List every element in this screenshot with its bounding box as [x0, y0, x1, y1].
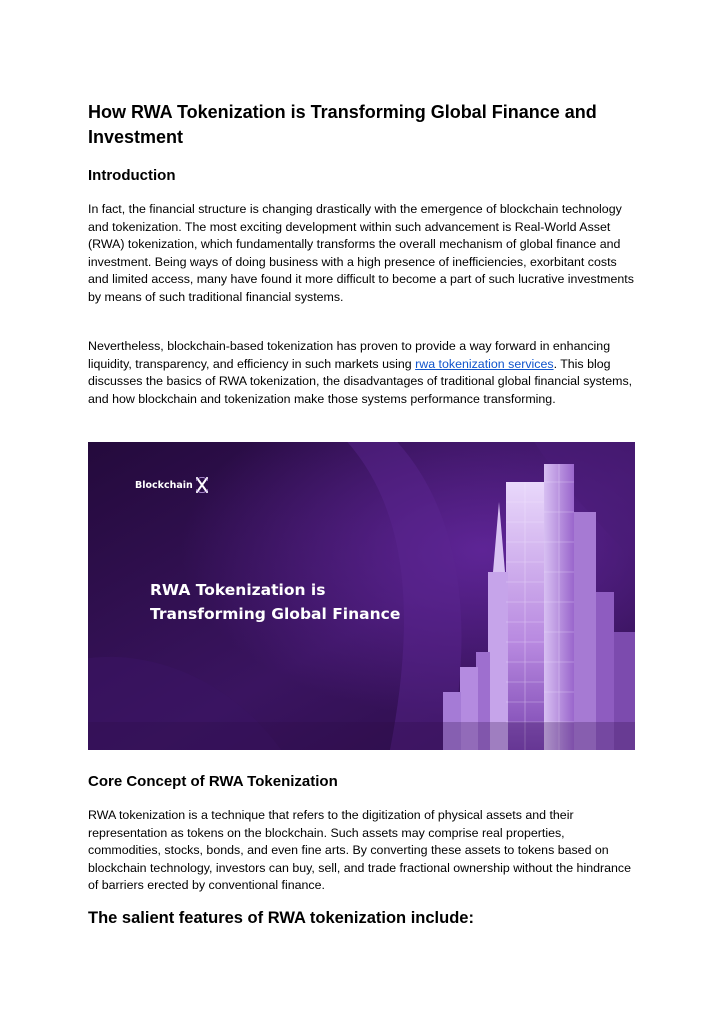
hero-title: [150, 578, 450, 626]
blockchain-x-logo-icon: [196, 476, 208, 494]
features-heading: The salient features of RWA tokenization include:: [88, 909, 474, 927]
hero-image: [88, 442, 635, 750]
blockchain-logo: [135, 476, 208, 494]
rwa-tokenization-services-link[interactable]: rwa tokenization services: [415, 356, 554, 371]
hero-title-line-2: Transforming Global Finance: [150, 605, 401, 623]
intro-paragraph-2: [88, 338, 636, 408]
logo-text: Blockchain: [135, 479, 193, 491]
intro-paragraph-2-text-a: Nevertheless, blockchain-based tokenization has proven to provide a way forward in enhancing liquidity, transparency, and efficiency in such markets using: [88, 339, 611, 371]
intro-paragraph-2-text-b: . This blog discusses the basics of RWA tokenization, the disadvantages of traditional global financial systems, and how blockchain and tokenization make those systems performance transforming.: [88, 356, 633, 406]
core-concept-paragraph: RWA tokenization is a technique that refers to the digitization of physical assets and their representation as tokens on the blockchain. Such assets may comprise real properties, commodities, stocks, bonds, and even fine arts. By converting these assets to tokens based on blockchain technology, investors can buy, sell, and trade fractional ownership without the hindrance of barriers erected by conventional finance.: [88, 808, 631, 893]
core-concept-heading: Core Concept of RWA Tokenization: [88, 773, 338, 790]
intro-paragraph-1: In fact, the financial structure is changing drastically with the emergence of blockchain technology and tokenization. The most exciting development within such advancement is Real-World Asset (RWA) tokenization, which fundamentally transforms the overall mechanism of global finance and investment. Being ways of doing business with a high presence of inefficiencies, exorbitant costs and limited access, many have found it more difficult to become a part of such lucrative investments by means of such traditional financial systems.: [88, 202, 634, 304]
hero-title-line-1: RWA Tokenization is: [150, 581, 326, 599]
intro-heading: Introduction: [88, 167, 176, 184]
article-title: How RWA Tokenization is Transforming Global Finance and Investment: [88, 102, 597, 147]
